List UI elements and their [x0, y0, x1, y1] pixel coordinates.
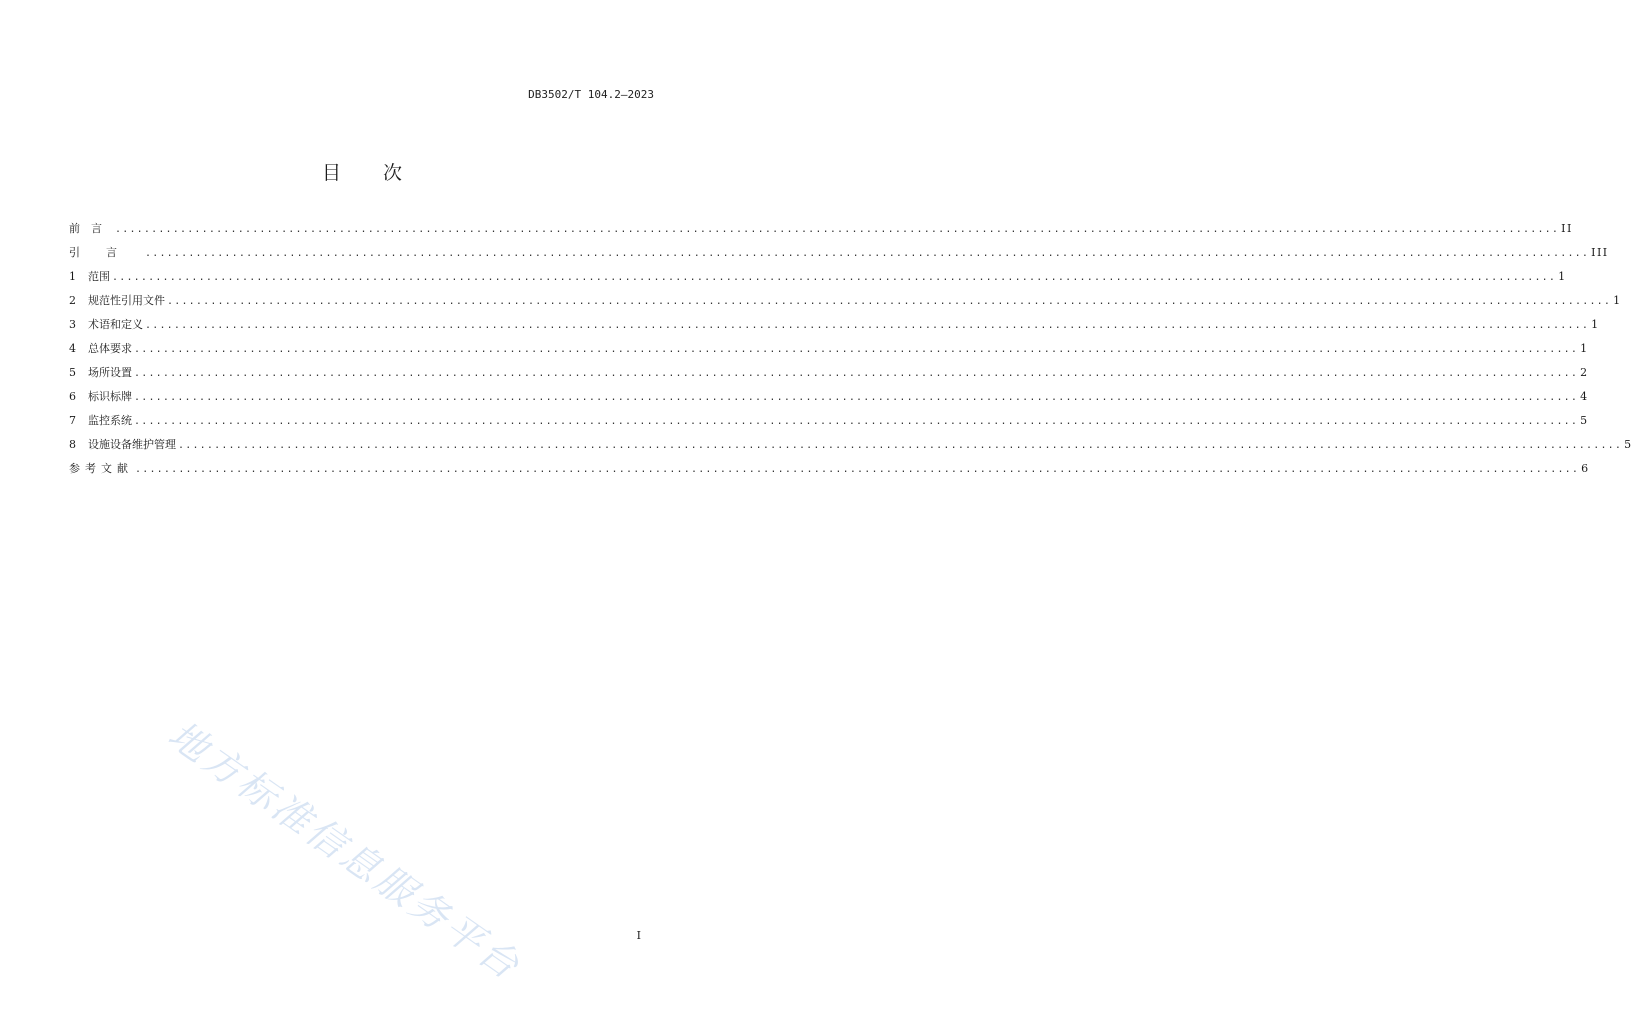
- toc-entry-label: 设施设备维护管理: [88, 438, 176, 451]
- toc-entry-label: 总体要求: [88, 342, 132, 355]
- watermark: 地方标准信息服务平台: [160, 712, 530, 990]
- toc-dot-leader: ........................................................................................................................................................................................................: [115, 224, 1560, 235]
- toc-entry-label: 范围: [88, 270, 110, 283]
- toc-entry-label: 参考文献: [69, 462, 133, 475]
- toc-list: [69, 217, 1633, 481]
- toc-entry-label: 标识标牌: [88, 390, 132, 403]
- toc-entry-label: 监控系统: [88, 414, 132, 427]
- toc-entry-number: 3: [69, 318, 76, 331]
- toc-dot-leader: ........................................................................................................................................................................................................: [178, 440, 1623, 451]
- toc-dot-leader: ........................................................................................................................................................................................................: [135, 464, 1580, 475]
- toc-entry[interactable]: [69, 457, 1590, 481]
- toc-entry-label: 引言: [69, 246, 143, 259]
- toc-dot-leader: ........................................................................................................................................................................................................: [145, 248, 1590, 259]
- document-code: DB3502/T 104.2—2023: [528, 88, 654, 101]
- page-number: I: [636, 929, 641, 942]
- toc-dot-leader: ........................................................................................................................................................................................................: [134, 416, 1579, 427]
- toc-entry-page: 4: [1580, 390, 1589, 403]
- toc-dot-leader: ........................................................................................................................................................................................................: [134, 392, 1579, 403]
- toc-entry[interactable]: [69, 217, 1573, 241]
- toc-entry-number: 1: [69, 270, 76, 283]
- toc-entry-page: III: [1591, 246, 1609, 259]
- toc-entry[interactable]: [69, 433, 1633, 457]
- toc-entry-number: 2: [69, 294, 76, 307]
- toc-entry-label: 术语和定义: [88, 318, 143, 331]
- toc-entry-page: 6: [1581, 462, 1590, 475]
- toc-entry-page: 1: [1591, 318, 1600, 331]
- toc-entry-page: 1: [1580, 342, 1589, 355]
- toc-entry-page: II: [1561, 222, 1573, 235]
- toc-entry-label: 前言: [69, 222, 113, 235]
- toc-entry[interactable]: [69, 337, 1589, 361]
- toc-entry[interactable]: [69, 409, 1589, 433]
- toc-entry-label: 规范性引用文件: [88, 294, 165, 307]
- toc-entry[interactable]: [69, 385, 1589, 409]
- toc-title: 目 次: [321, 162, 421, 184]
- toc-dot-leader: ........................................................................................................................................................................................................: [145, 320, 1590, 331]
- toc-entry[interactable]: [69, 265, 1567, 289]
- toc-entry-number: 5: [69, 366, 76, 379]
- toc-entry[interactable]: [69, 361, 1589, 385]
- toc-entry-page: 5: [1624, 438, 1633, 451]
- toc-dot-leader: ........................................................................................................................................................................................................: [167, 296, 1612, 307]
- toc-entry-number: 8: [69, 438, 76, 451]
- toc-dot-leader: ........................................................................................................................................................................................................: [134, 344, 1579, 355]
- toc-dot-leader: ........................................................................................................................................................................................................: [112, 272, 1557, 283]
- toc-entry-page: 1: [1558, 270, 1567, 283]
- toc-entry-number: 4: [69, 342, 76, 355]
- toc-entry-number: 6: [69, 390, 76, 403]
- toc-entry[interactable]: [69, 289, 1622, 313]
- toc-dot-leader: ........................................................................................................................................................................................................: [134, 368, 1579, 379]
- toc-entry-page: 5: [1580, 414, 1589, 427]
- toc-entry-page: 2: [1580, 366, 1589, 379]
- toc-entry-page: 1: [1613, 294, 1622, 307]
- toc-entry-label: 场所设置: [88, 366, 132, 379]
- toc-entry-number: 7: [69, 414, 76, 427]
- toc-entry[interactable]: [69, 241, 1609, 265]
- toc-entry[interactable]: [69, 313, 1600, 337]
